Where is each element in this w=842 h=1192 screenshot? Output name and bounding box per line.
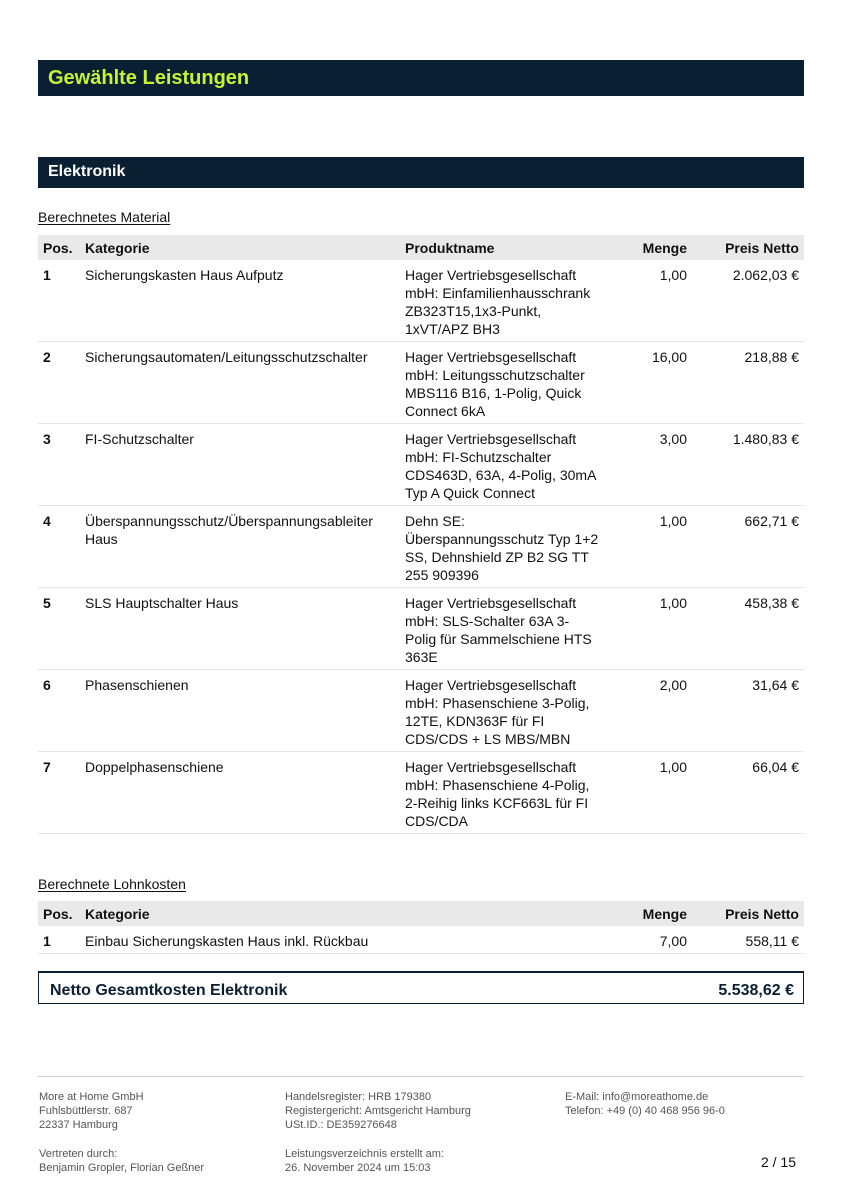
col-produktname: Produktname (400, 235, 604, 260)
row-kategorie: Doppelphasenschiene (80, 752, 400, 834)
row-produktname: Hager Vertriebsgesellschaft mbH: Einfamilienhausschrank ZB323T15,1x3-Punkt, 1xVT/APZ BH3 (400, 260, 604, 342)
footer-created (285, 1147, 444, 1175)
table-row (38, 670, 804, 752)
row-produktname: Hager Vertriebsgesellschaft mbH: SLS-Schalter 63A 3-Polig für Sammelschiene HTS 363E (400, 588, 604, 670)
table-row (38, 260, 804, 342)
represented-names: Benjamin Gropler, Florian Geßner (39, 1162, 205, 1174)
col-kategorie: Kategorie (80, 235, 400, 260)
represented-label: Vertreten durch: (39, 1148, 118, 1160)
row-menge: 1,00 (604, 588, 692, 670)
row-pos: 3 (38, 424, 80, 506)
row-preis: 31,64 € (692, 670, 804, 752)
created-label: Leistungsverzeichnis erstellt am: (285, 1148, 444, 1160)
row-menge: 7,00 (604, 926, 692, 954)
lohn-table-header (38, 901, 804, 926)
row-pos: 1 (38, 260, 80, 342)
register-hrb: Handelsregister: HRB 179380 (285, 1091, 432, 1103)
table-row (38, 424, 804, 506)
row-preis: 218,88 € (692, 342, 804, 424)
lohn-table (38, 901, 804, 954)
footer-register (285, 1090, 471, 1132)
page-number: 2 / 15 (760, 1154, 796, 1170)
row-produktname: Hager Vertriebsgesellschaft mbH: Phasenschiene 3-Polig, 12TE, KDN363F für FI CDS/CDS + LS MBS/MBN (400, 670, 604, 752)
row-menge: 1,00 (604, 752, 692, 834)
row-pos: 7 (38, 752, 80, 834)
row-menge: 16,00 (604, 342, 692, 424)
row-kategorie: FI-Schutzschalter (80, 424, 400, 506)
row-produktname: Hager Vertriebsgesellschaft mbH: FI-Schutzschalter CDS463D, 63A, 4-Polig, 30mA Typ A Quick Connect (400, 424, 604, 506)
row-preis: 458,38 € (692, 588, 804, 670)
row-kategorie: SLS Hauptschalter Haus (80, 588, 400, 670)
page-title: Gewählte Leistungen (48, 67, 250, 89)
material-heading: Berechnetes Material (38, 209, 171, 225)
company-street: Fuhlsbüttlerstr. 687 (39, 1105, 133, 1117)
footer-divider (38, 1076, 804, 1077)
footer-contact (565, 1090, 725, 1118)
row-pos: 5 (38, 588, 80, 670)
register-court: Registergericht: Amtsgericht Hamburg (285, 1105, 471, 1117)
contact-phone: Telefon: +49 (0) 40 468 956 96-0 (565, 1105, 725, 1117)
total-value: 5.538,62 € (718, 982, 794, 999)
row-preis: 2.062,03 € (692, 260, 804, 342)
row-preis: 66,04 € (692, 752, 804, 834)
row-pos: 2 (38, 342, 80, 424)
row-preis: 1.480,83 € (692, 424, 804, 506)
row-kategorie: Überspannungsschutz/Überspannungsableiter Haus (80, 506, 400, 588)
row-menge: 3,00 (604, 424, 692, 506)
row-menge: 1,00 (604, 260, 692, 342)
lohn-heading: Berechnete Lohnkosten (38, 876, 186, 892)
row-pos: 6 (38, 670, 80, 752)
page-title-band (38, 60, 804, 96)
row-kategorie: Sicherungskasten Haus Aufputz (80, 260, 400, 342)
col-kategorie: Kategorie (80, 901, 604, 926)
material-table-header (38, 235, 804, 260)
table-row (38, 752, 804, 834)
row-pos: 4 (38, 506, 80, 588)
row-kategorie: Sicherungsautomaten/Leitungsschutzschalter (80, 342, 400, 424)
col-pos: Pos. (38, 901, 80, 926)
row-menge: 2,00 (604, 670, 692, 752)
footer-represented (39, 1147, 204, 1175)
row-pos: 1 (38, 926, 80, 954)
row-kategorie: Phasenschienen (80, 670, 400, 752)
footer-company (39, 1090, 144, 1132)
material-table (38, 235, 804, 834)
col-menge: Menge (604, 235, 692, 260)
table-row (38, 588, 804, 670)
company-city: 22337 Hamburg (39, 1119, 118, 1131)
company-name: More at Home GmbH (39, 1091, 144, 1103)
created-date: 26. November 2024 um 15:03 (285, 1162, 431, 1174)
row-produktname: Hager Vertriebsgesellschaft mbH: Leitungsschutzschalter MBS116 B16, 1-Polig, Quick Connect 6kA (400, 342, 604, 424)
row-produktname: Dehn SE: Überspannungsschutz Typ 1+2 SS, Dehnshield ZP B2 SG TT 255 909396 (400, 506, 604, 588)
section-title-band (38, 157, 804, 188)
col-preis: Preis Netto (692, 901, 804, 926)
table-row (38, 506, 804, 588)
col-pos: Pos. (38, 235, 80, 260)
contact-email: E-Mail: info@moreathome.de (565, 1091, 709, 1103)
col-menge: Menge (604, 901, 692, 926)
row-produktname: Hager Vertriebsgesellschaft mbH: Phasenschiene 4-Polig, 2-Reihig links KCF663L für FI CDS/CDA (400, 752, 604, 834)
row-kategorie: Einbau Sicherungskasten Haus inkl. Rückbau (80, 926, 604, 954)
row-menge: 1,00 (604, 506, 692, 588)
total-box (38, 971, 804, 1004)
row-preis: 662,71 € (692, 506, 804, 588)
table-row (38, 342, 804, 424)
total-label: Netto Gesamtkosten Elektronik (50, 982, 288, 999)
row-preis: 558,11 € (692, 926, 804, 954)
table-row (38, 926, 804, 954)
register-ustid: USt.ID.: DE359276648 (285, 1119, 397, 1131)
col-preis: Preis Netto (692, 235, 804, 260)
section-title: Elektronik (48, 163, 126, 180)
